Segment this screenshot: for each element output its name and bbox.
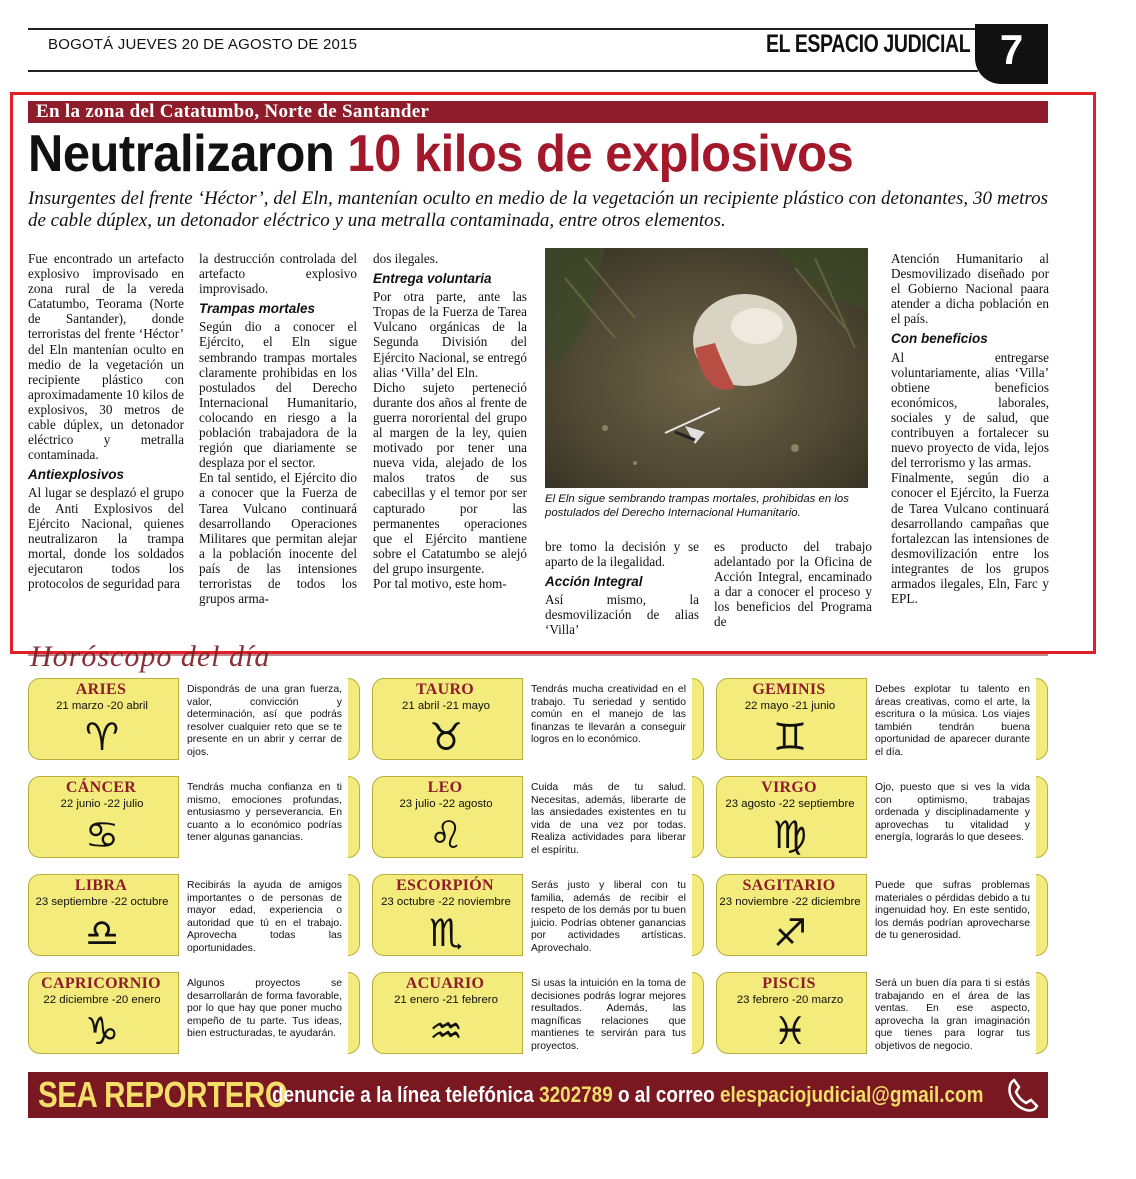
paragraph: Finalmente, según dio a conocer el Ejército, la Fuerza de Tarea Vulcano continuará desarrollando campañas que fortalezcan las intensiones de desmovilización entre los integrantes de los grupos armados ilegales, Eln, Farc y EPL. xyxy=(891,470,1049,607)
water-bearer-icon xyxy=(414,1008,478,1052)
scorpion-icon xyxy=(414,910,478,954)
sign-name: VIRGO xyxy=(761,779,817,796)
footer-email: elespaciojudicial@gmail.com xyxy=(719,1082,984,1107)
svg-text:♒: ♒ xyxy=(428,1009,464,1052)
paragraph: Según dio a conocer el Ejército, el Eln sigue sembrando trampas mortales claramente prohibidas en los postulados del Derecho Internacional Humanitario, colocando en riesgo a la población trabajadora de la región que diariamente se desplaza por el sector. xyxy=(199,319,357,471)
sign-date-range: 23 noviembre -22 diciembre xyxy=(719,896,861,908)
sign-name: ACUARIO xyxy=(405,975,485,992)
svg-text:♌: ♌ xyxy=(428,813,464,856)
goat-icon xyxy=(70,1008,134,1052)
paragraph: Así mismo, la desmovilización de alias ‘Villa’ xyxy=(545,592,699,638)
svg-text:♊: ♊ xyxy=(772,715,808,758)
paragraph: Por tal motivo, este hom- xyxy=(373,575,507,591)
paragraph: bre tomo la decisión y se aparto de la ilegalidad. xyxy=(545,539,699,570)
photo-caption: El Eln sigue sembrando trampas mortales, prohibidas en los postulados del Derecho Internacional Humanitario. xyxy=(545,493,849,519)
footer-label: SEA REPORTERO xyxy=(38,1074,288,1115)
horoscope-sign-11 xyxy=(372,972,704,1054)
sign-name: CAPRICORNIO xyxy=(41,975,161,992)
sign-prediction: Cuida más de tu salud. Necesitas, además, liberarte de las ansiedades existentes en tu vida de una vez por todas. Realiza actividades para liberar el espíritu. xyxy=(522,776,692,858)
horoscope-sign-10 xyxy=(28,972,360,1054)
sign-name: LEO xyxy=(427,779,463,796)
headline-part-red: 10 kilos de explosivos xyxy=(347,125,854,183)
paragraph: es producto del trabajo adelantado por la Oficina de Acción Integral, encaminado a dar a conocer el proceso y los beneficios del Programa de xyxy=(714,539,872,630)
sign-date-range: 21 enero -21 febrero xyxy=(394,994,498,1006)
twins-icon xyxy=(758,714,822,758)
horoscope-sign-3 xyxy=(716,678,1048,760)
footer-text-a: denuncie a la línea telefónica xyxy=(272,1082,540,1107)
sign-date-range: 23 febrero -20 marzo xyxy=(736,994,844,1006)
horoscope-sign-5 xyxy=(372,776,704,858)
sign-prediction: Si usas la intuición en la toma de decisiones podrás lograr mejores resultados. Además, las magníficas relaciones que mantienes te servirán para tus proyectos. xyxy=(522,972,692,1054)
svg-text:♍: ♍ xyxy=(772,813,808,856)
sign-name: ESCORPIÓN xyxy=(396,877,494,894)
svg-text:♋: ♋ xyxy=(84,813,120,856)
sign-name: TAURO xyxy=(415,681,475,698)
sign-prediction: Tendrás mucha confianza en ti mismo, emociones profundas, entusiasmo y perseverancia. En cuanto a lo económico podrías tener algunas ganancias. xyxy=(178,776,348,858)
sign-prediction: Debes explotar tu talento en áreas creativas, como el arte, la escritura o la música. Los viajes también tendrán buena oportunidad de aparecer durante el día. xyxy=(866,678,1036,760)
horoscope-sign-6 xyxy=(716,776,1048,858)
paragraph: Dicho sujeto perteneció durante dos años al frente de guerra nororiental del grupo al margen de la ley, quien motivado por tener una nueva vida, alejado de los malos tratos de sus cabecillas y el temor por ser capturado por las permanentes operaciones que el Ejército mantiene sobre el Catatumbo se alejó del grupo insurgente. xyxy=(373,379,527,576)
svg-text:♐: ♐ xyxy=(772,911,808,954)
bull-icon xyxy=(414,714,478,758)
sign-name: CÁNCER xyxy=(65,779,137,796)
article-kicker: En la zona del Catatumbo, Norte de Santander xyxy=(36,101,430,122)
crab-icon xyxy=(70,812,134,856)
horoscope-sign-2 xyxy=(372,678,704,760)
horoscope-title: Horóscopo del día xyxy=(30,640,271,673)
sign-date-range: 21 abril -21 mayo xyxy=(401,700,490,712)
footer-text-b: o al correo xyxy=(612,1082,720,1107)
sign-name: ARIES xyxy=(75,681,127,698)
sign-prediction: Dispondrás de una gran fuerza, valor, convicción y determinación, así que podrás resolver cualquier reto que se te presente en un abrir y cerrar de ojos. xyxy=(178,678,348,760)
ram-icon xyxy=(70,714,134,758)
sign-prediction: Algunos proyectos se desarrollarán de forma favorable, por lo que hay que poner mucho empeño de tu parte. Tus ideas, bien estructuradas, te ayudarán. xyxy=(178,972,348,1054)
sign-date-range: 22 diciembre -20 enero xyxy=(43,994,161,1006)
horoscope-sign-9 xyxy=(716,874,1048,956)
page-number: 7 xyxy=(999,26,1024,73)
lion-icon xyxy=(414,812,478,856)
sign-name: GEMINIS xyxy=(752,681,826,698)
article-lead: Insurgentes del frente ‘Héctor’, del Eln, mantenían oculto en medio de la vegetación un recipiente plástico con detonantes, 30 metros de cable dúplex, un detonador eléctrico y una metralla contaminada, entre otros elementos. xyxy=(28,188,1048,231)
sign-date-range: 23 septiembre -22 octubre xyxy=(35,896,169,908)
horoscope-sign-1 xyxy=(28,678,360,760)
svg-text:♉: ♉ xyxy=(428,715,464,758)
svg-text:♑: ♑ xyxy=(84,1009,120,1052)
paragraph: Fue encontrado un artefacto explosivo improvisado en zona rural de la vereda Catatumbo, Teorama (Norte de Santander), donde terroristas del frente ‘Héctor’ del Eln mantenían oculto en medio de la vegetación un recipiente plástico con aproximadamente 10 kilos de explosivos, 30 metros de cable dúplex, un detonador eléctrico y metralla contaminada. xyxy=(28,251,184,463)
sign-date-range: 23 octubre -22 noviembre xyxy=(381,896,511,908)
paragraph: la destrucción controlada del artefacto explosivo improvisado. xyxy=(199,251,357,297)
issue-date: BOGOTÁ JUEVES 20 DE AGOSTO DE 2015 xyxy=(48,36,358,53)
horoscope-sign-12 xyxy=(716,972,1048,1054)
sign-date-range: 22 mayo -21 junio xyxy=(744,700,836,712)
subhead-trampas: Trampas mortales xyxy=(199,301,316,317)
sign-date-range: 22 junio -22 julio xyxy=(60,798,144,810)
subhead-entrega: Entrega voluntaria xyxy=(373,271,492,287)
sign-prediction: Serás justo y liberal con tu familia, además de recibir el respeto de los demás por tu buen juicio. Podrías obtener ganancias por actividades artísticas. Aprovechalo. xyxy=(522,874,692,956)
scales-icon xyxy=(70,910,134,954)
sign-prediction: Recibirás la ayuda de amigos importantes o de personas de mayor edad, experiencia o autoridad que tú en el trabajo. Aprovecha todas las oportunidades. xyxy=(178,874,348,956)
sign-name: SAGITARIO xyxy=(742,877,836,894)
sign-name: LIBRA xyxy=(74,877,128,894)
horoscope-sign-8 xyxy=(372,874,704,956)
phone-icon xyxy=(1004,1076,1042,1114)
horoscope-sign-4 xyxy=(28,776,360,858)
svg-text:♎: ♎ xyxy=(84,911,120,954)
archer-icon xyxy=(758,910,822,954)
svg-text:♓: ♓ xyxy=(772,1009,808,1052)
paragraph: Atención Humanitario al Desmovilizado diseñado por el Gobierno Nacional paara atender a dicha población en el país. xyxy=(891,251,1049,327)
paragraph: Por otra parte, ante las Tropas de la Fuerza de Tarea Vulcano orgánicas de la Segunda División del Ejército Nacional, se entregó alias ‘Villa’ del Eln. xyxy=(373,289,527,380)
sign-prediction: Tendrás mucha creatividad en el trabajo. Tu seriedad y sentido común en el manejo de las finanzas te llevarán a conseguir logros en lo económico. xyxy=(522,678,692,760)
paragraph: dos ilegales. xyxy=(373,251,439,266)
footer-contact xyxy=(272,1072,983,1118)
footer-phone: 3202789 xyxy=(539,1082,613,1107)
svg-text:♈: ♈ xyxy=(84,715,120,758)
paragraph: Al entregarse voluntariamente, alias ‘Villa’ obtiene beneficios económicos, laborales, sociales y de salud, que contribuyen a fortalecer su nuevo proyecto de vida, lejos del terrorismo y las armas. xyxy=(891,349,1049,471)
newspaper-name: EL ESPACIO JUDICIAL xyxy=(766,30,971,58)
svg-text:♏: ♏ xyxy=(428,911,464,954)
sign-prediction: Será un buen día para ti si estás trabajando en el área de las ventas. En ese aspecto, aprovecha la gran imaginación que tienes para lograr tus objetivos de negocio. xyxy=(866,972,1036,1054)
fish-icon xyxy=(758,1008,822,1052)
sign-prediction: Puede que sufras problemas materiales o pérdidas debido a tu ingenuidad hoy. En este sentido, los demás podrían aprovecharse de tu generosidad. xyxy=(866,874,1036,956)
paragraph: Al lugar se desplazó el grupo de Anti Explosivos del Ejército Nacional, quienes neutralizaron la trampa mortal, donde los soldados ejecutaron todos los protocolos de seguridad para xyxy=(28,485,184,591)
paragraph: En tal sentido, el Ejército dio a conocer que la Fuerza de Tarea Vulcano continuará desarrollando Operaciones Militares que permitan alejar a la población inocente del país de las intensiones terroristas de todos los grupos arma- xyxy=(199,470,357,607)
sign-prediction: Ojo, puesto que si ves la vida con optimismo, trabajas ordenada y disciplinadamente y aprovechas tu vitalidad y energía, lograrás lo que desees. xyxy=(866,776,1036,858)
maiden-icon xyxy=(758,812,822,856)
headline-part-black: Neutralizaron xyxy=(28,125,348,183)
header-bottom-rule xyxy=(28,70,978,72)
sign-date-range: 23 agosto -22 septiembre xyxy=(725,798,855,810)
highlight-box xyxy=(10,92,1096,654)
subhead-beneficios: Con beneficios xyxy=(891,331,988,347)
sign-date-range: 23 julio -22 agosto xyxy=(399,798,493,810)
sign-date-range: 21 marzo -20 abril xyxy=(56,700,148,712)
horoscope-sign-7 xyxy=(28,874,360,956)
sign-name: PISCIS xyxy=(762,975,816,992)
subhead-accion: Acción Integral xyxy=(545,574,643,590)
subhead-antiexplosivos: Antiexplosivos xyxy=(28,467,125,483)
